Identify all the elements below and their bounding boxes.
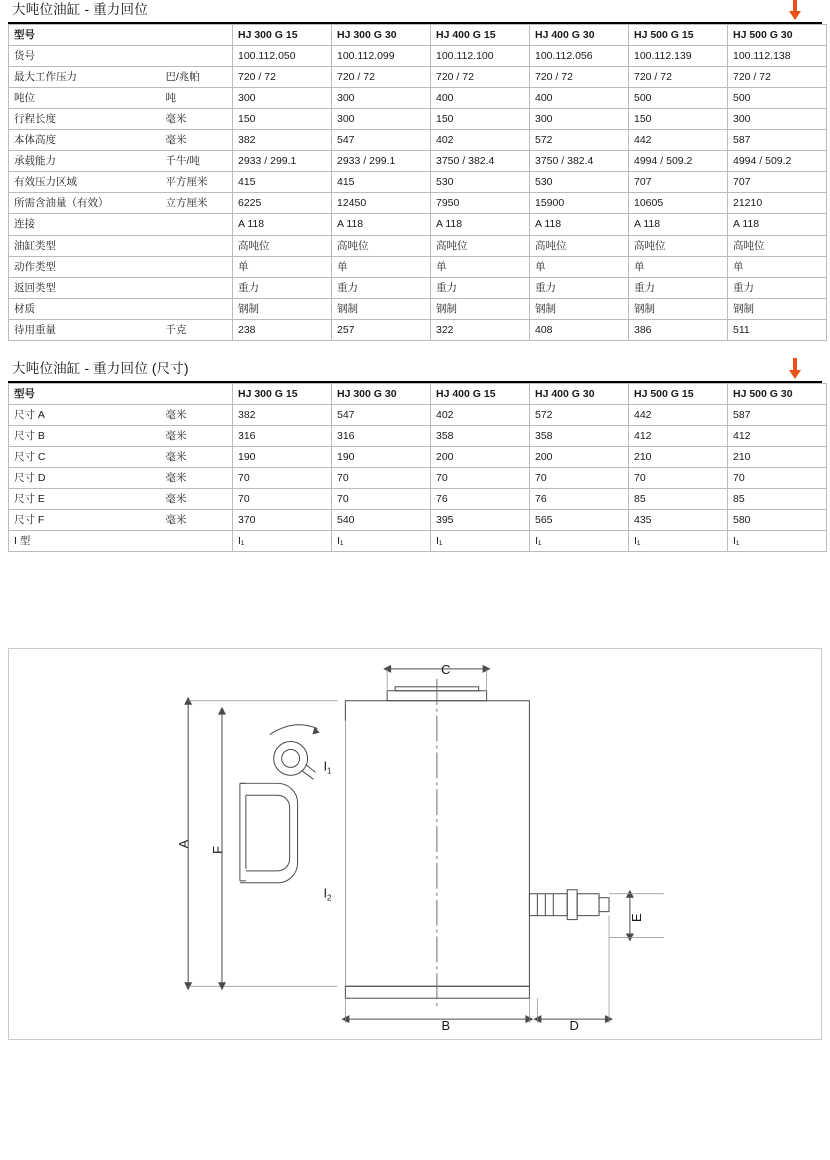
table-row bbox=[9, 235, 827, 256]
row-value: 150 bbox=[431, 109, 530, 130]
header-model-5: HJ 500 G 15 bbox=[629, 24, 728, 45]
row-value: 322 bbox=[431, 319, 530, 340]
row-unit: 毫米 bbox=[161, 489, 233, 510]
row-value: 547 bbox=[332, 404, 431, 425]
row-value: 580 bbox=[728, 510, 827, 531]
row-value: 316 bbox=[332, 425, 431, 446]
table-row bbox=[9, 319, 827, 340]
row-value: 412 bbox=[629, 425, 728, 446]
spec-table-main bbox=[8, 24, 827, 341]
row-unit: 毫米 bbox=[161, 404, 233, 425]
header-label: 型号 bbox=[9, 24, 161, 45]
row-label: 承载能力 bbox=[9, 151, 161, 172]
row-value: 重力 bbox=[233, 277, 332, 298]
row-value: 10605 bbox=[629, 193, 728, 214]
row-value: 408 bbox=[530, 319, 629, 340]
row-unit bbox=[161, 298, 233, 319]
row-label: 材质 bbox=[9, 298, 161, 319]
row-value: 150 bbox=[629, 109, 728, 130]
row-value: 435 bbox=[629, 510, 728, 531]
row-unit: 千牛/吨 bbox=[161, 151, 233, 172]
spec-table-dimensions bbox=[8, 383, 827, 553]
header-model-1: HJ 300 G 15 bbox=[233, 383, 332, 404]
row-value: 7950 bbox=[431, 193, 530, 214]
header-unit bbox=[161, 24, 233, 45]
spec-block-dimensions bbox=[8, 359, 822, 552]
row-unit: 毫米 bbox=[161, 446, 233, 467]
header-model-1: HJ 300 G 15 bbox=[233, 24, 332, 45]
table-row bbox=[9, 510, 827, 531]
row-unit bbox=[161, 214, 233, 235]
row-value: 415 bbox=[332, 172, 431, 193]
row-label: 尺寸 D bbox=[9, 467, 161, 488]
spec-block-main bbox=[8, 0, 822, 341]
row-value: A 118 bbox=[728, 214, 827, 235]
row-unit: 平方厘米 bbox=[161, 172, 233, 193]
row-value: 500 bbox=[629, 88, 728, 109]
row-unit: 吨 bbox=[161, 88, 233, 109]
row-value: 300 bbox=[728, 109, 827, 130]
row-value: 100.112.056 bbox=[530, 45, 629, 66]
row-value: 高吨位 bbox=[629, 235, 728, 256]
row-value: 70 bbox=[629, 467, 728, 488]
row-unit bbox=[161, 256, 233, 277]
row-unit: 千克 bbox=[161, 319, 233, 340]
row-value: I₁ bbox=[431, 531, 530, 552]
row-value: 4994 / 509.2 bbox=[728, 151, 827, 172]
dim-label-i1: $I_1$ bbox=[323, 758, 332, 776]
row-value: 238 bbox=[233, 319, 332, 340]
dim-label-d: D bbox=[569, 1018, 579, 1034]
block-header bbox=[8, 359, 822, 383]
dim-label-c: C bbox=[441, 662, 451, 678]
row-label: I 型 bbox=[9, 531, 161, 552]
row-value: 70 bbox=[530, 467, 629, 488]
row-value: 720 / 72 bbox=[530, 67, 629, 88]
row-value: 重力 bbox=[332, 277, 431, 298]
row-value: 70 bbox=[728, 467, 827, 488]
header-model-4: HJ 400 G 30 bbox=[530, 383, 629, 404]
row-value: 单 bbox=[233, 256, 332, 277]
table-row bbox=[9, 404, 827, 425]
row-value: 2933 / 299.1 bbox=[233, 151, 332, 172]
row-value: 358 bbox=[431, 425, 530, 446]
row-unit: 巴/兆帕 bbox=[161, 67, 233, 88]
row-label: 行程长度 bbox=[9, 109, 161, 130]
header-model-3: HJ 400 G 15 bbox=[431, 24, 530, 45]
row-value: 587 bbox=[728, 130, 827, 151]
row-unit: 毫米 bbox=[161, 467, 233, 488]
row-value: 重力 bbox=[728, 277, 827, 298]
row-value: 高吨位 bbox=[728, 235, 827, 256]
row-value: 300 bbox=[332, 109, 431, 130]
row-value: 76 bbox=[431, 489, 530, 510]
header-label: 型号 bbox=[9, 383, 161, 404]
row-value: 511 bbox=[728, 319, 827, 340]
row-label: 尺寸 A bbox=[9, 404, 161, 425]
row-value: 530 bbox=[530, 172, 629, 193]
row-value: 15900 bbox=[530, 193, 629, 214]
arrow-down-icon bbox=[786, 0, 804, 21]
header-unit bbox=[161, 383, 233, 404]
row-unit bbox=[161, 277, 233, 298]
table-row bbox=[9, 193, 827, 214]
dim-label-f: F bbox=[209, 846, 225, 855]
row-value: 386 bbox=[629, 319, 728, 340]
row-unit bbox=[161, 531, 233, 552]
row-value: 200 bbox=[431, 446, 530, 467]
row-value: 257 bbox=[332, 319, 431, 340]
row-value: 530 bbox=[431, 172, 530, 193]
row-unit: 立方厘米 bbox=[161, 193, 233, 214]
row-value: 707 bbox=[728, 172, 827, 193]
row-value: 高吨位 bbox=[233, 235, 332, 256]
row-value: 100.112.099 bbox=[332, 45, 431, 66]
row-label: 货号 bbox=[9, 45, 161, 66]
header-model-4: HJ 400 G 30 bbox=[530, 24, 629, 45]
row-value: 100.112.050 bbox=[233, 45, 332, 66]
row-value: 70 bbox=[233, 467, 332, 488]
row-value: 85 bbox=[728, 489, 827, 510]
table-row bbox=[9, 151, 827, 172]
row-value: 100.112.100 bbox=[431, 45, 530, 66]
table-row bbox=[9, 109, 827, 130]
table-row bbox=[9, 130, 827, 151]
row-value: 单 bbox=[728, 256, 827, 277]
row-value: 190 bbox=[233, 446, 332, 467]
row-value: 572 bbox=[530, 404, 629, 425]
row-value: 720 / 72 bbox=[431, 67, 530, 88]
row-label: 尺寸 E bbox=[9, 489, 161, 510]
row-value: 85 bbox=[629, 489, 728, 510]
row-value: 300 bbox=[332, 88, 431, 109]
row-value: 540 bbox=[332, 510, 431, 531]
row-value: I₁ bbox=[629, 531, 728, 552]
row-value: 395 bbox=[431, 510, 530, 531]
row-value: A 118 bbox=[629, 214, 728, 235]
row-value: 重力 bbox=[431, 277, 530, 298]
row-value: 70 bbox=[233, 489, 332, 510]
header-model-6: HJ 500 G 30 bbox=[728, 383, 827, 404]
row-value: 高吨位 bbox=[332, 235, 431, 256]
table-row bbox=[9, 446, 827, 467]
block-title: 大吨位油缸 - 重力回位 (尺寸) bbox=[12, 360, 189, 376]
row-value: 3750 / 382.4 bbox=[530, 151, 629, 172]
dim-label-b: B bbox=[441, 1018, 451, 1034]
row-unit: 毫米 bbox=[161, 425, 233, 446]
table-row bbox=[9, 467, 827, 488]
header-model-3: HJ 400 G 15 bbox=[431, 383, 530, 404]
row-value: 587 bbox=[728, 404, 827, 425]
row-value: 720 / 72 bbox=[629, 67, 728, 88]
table-row bbox=[9, 172, 827, 193]
row-value: I₁ bbox=[728, 531, 827, 552]
row-value: 370 bbox=[233, 510, 332, 531]
table-header-row bbox=[9, 383, 827, 404]
dim-label-a: A bbox=[176, 839, 192, 849]
table-row bbox=[9, 277, 827, 298]
row-label: 返回类型 bbox=[9, 277, 161, 298]
row-value: 70 bbox=[431, 467, 530, 488]
header-model-2: HJ 300 G 30 bbox=[332, 383, 431, 404]
row-value: 415 bbox=[233, 172, 332, 193]
row-value: 402 bbox=[431, 130, 530, 151]
row-label: 吨位 bbox=[9, 88, 161, 109]
row-value: 单 bbox=[629, 256, 728, 277]
table-row bbox=[9, 67, 827, 88]
header-model-6: HJ 500 G 30 bbox=[728, 24, 827, 45]
row-value: 210 bbox=[629, 446, 728, 467]
row-value: 高吨位 bbox=[431, 235, 530, 256]
row-label: 尺寸 B bbox=[9, 425, 161, 446]
row-value: 单 bbox=[332, 256, 431, 277]
table-row bbox=[9, 298, 827, 319]
header-model-2: HJ 300 G 30 bbox=[332, 24, 431, 45]
row-value: 钢制 bbox=[233, 298, 332, 319]
block-header bbox=[8, 0, 822, 24]
row-value: 钢制 bbox=[530, 298, 629, 319]
row-value: I₁ bbox=[332, 531, 431, 552]
row-value: 382 bbox=[233, 404, 332, 425]
row-value: 21210 bbox=[728, 193, 827, 214]
header-model-5: HJ 500 G 15 bbox=[629, 383, 728, 404]
row-value: 12450 bbox=[332, 193, 431, 214]
row-value: 70 bbox=[332, 489, 431, 510]
row-value: 重力 bbox=[530, 277, 629, 298]
row-value: 200 bbox=[530, 446, 629, 467]
row-unit: 毫米 bbox=[161, 109, 233, 130]
row-value: 572 bbox=[530, 130, 629, 151]
row-label: 本体高度 bbox=[9, 130, 161, 151]
cylinder-dimension-drawing bbox=[8, 648, 822, 1040]
table-row bbox=[9, 45, 827, 66]
row-label: 油缸类型 bbox=[9, 235, 161, 256]
row-value: 300 bbox=[233, 88, 332, 109]
row-unit: 毫米 bbox=[161, 510, 233, 531]
row-value: 720 / 72 bbox=[332, 67, 431, 88]
row-value: 钢制 bbox=[629, 298, 728, 319]
dim-label-e: E bbox=[628, 913, 644, 923]
row-value: A 118 bbox=[431, 214, 530, 235]
table-row bbox=[9, 88, 827, 109]
table-row bbox=[9, 531, 827, 552]
row-value: 300 bbox=[530, 109, 629, 130]
block-title: 大吨位油缸 - 重力回位 bbox=[12, 2, 148, 17]
table-row bbox=[9, 256, 827, 277]
arrow-down-icon bbox=[786, 358, 804, 380]
row-label: 待用重量 bbox=[9, 319, 161, 340]
row-value: 高吨位 bbox=[530, 235, 629, 256]
row-value: 442 bbox=[629, 404, 728, 425]
row-value: 210 bbox=[728, 446, 827, 467]
row-value: 382 bbox=[233, 130, 332, 151]
row-value: 500 bbox=[728, 88, 827, 109]
row-label: 尺寸 F bbox=[9, 510, 161, 531]
row-unit bbox=[161, 235, 233, 256]
row-value: 70 bbox=[332, 467, 431, 488]
row-value: 400 bbox=[530, 88, 629, 109]
row-value: 6225 bbox=[233, 193, 332, 214]
row-value: 412 bbox=[728, 425, 827, 446]
row-label: 有效压力区域 bbox=[9, 172, 161, 193]
row-label: 所需含油量（有效） bbox=[9, 193, 161, 214]
row-label: 尺寸 C bbox=[9, 446, 161, 467]
row-value: A 118 bbox=[233, 214, 332, 235]
row-value: 565 bbox=[530, 510, 629, 531]
row-label: 连接 bbox=[9, 214, 161, 235]
row-value: 单 bbox=[431, 256, 530, 277]
row-value: 358 bbox=[530, 425, 629, 446]
row-value: 钢制 bbox=[431, 298, 530, 319]
table-header-row bbox=[9, 24, 827, 45]
table-row bbox=[9, 425, 827, 446]
row-value: A 118 bbox=[530, 214, 629, 235]
row-value: 钢制 bbox=[332, 298, 431, 319]
row-value: 重力 bbox=[629, 277, 728, 298]
table-row bbox=[9, 214, 827, 235]
row-value: 316 bbox=[233, 425, 332, 446]
dim-label-i2: $I_2$ bbox=[323, 885, 332, 903]
row-value: 150 bbox=[233, 109, 332, 130]
row-value: 钢制 bbox=[728, 298, 827, 319]
row-value: 3750 / 382.4 bbox=[431, 151, 530, 172]
row-value: 190 bbox=[332, 446, 431, 467]
row-value: 707 bbox=[629, 172, 728, 193]
row-value: 4994 / 509.2 bbox=[629, 151, 728, 172]
row-label: 动作类型 bbox=[9, 256, 161, 277]
table-row bbox=[9, 489, 827, 510]
row-value: 547 bbox=[332, 130, 431, 151]
row-unit bbox=[161, 45, 233, 66]
row-value: 400 bbox=[431, 88, 530, 109]
row-value: A 118 bbox=[332, 214, 431, 235]
row-unit: 毫米 bbox=[161, 130, 233, 151]
row-label: 最大工作压力 bbox=[9, 67, 161, 88]
row-value: 76 bbox=[530, 489, 629, 510]
row-value: 单 bbox=[530, 256, 629, 277]
row-value: 720 / 72 bbox=[233, 67, 332, 88]
row-value: I₁ bbox=[530, 531, 629, 552]
row-value: 100.112.138 bbox=[728, 45, 827, 66]
row-value: 442 bbox=[629, 130, 728, 151]
row-value: 720 / 72 bbox=[728, 67, 827, 88]
row-value: 402 bbox=[431, 404, 530, 425]
row-value: 2933 / 299.1 bbox=[332, 151, 431, 172]
row-value: I₁ bbox=[233, 531, 332, 552]
row-value: 100.112.139 bbox=[629, 45, 728, 66]
